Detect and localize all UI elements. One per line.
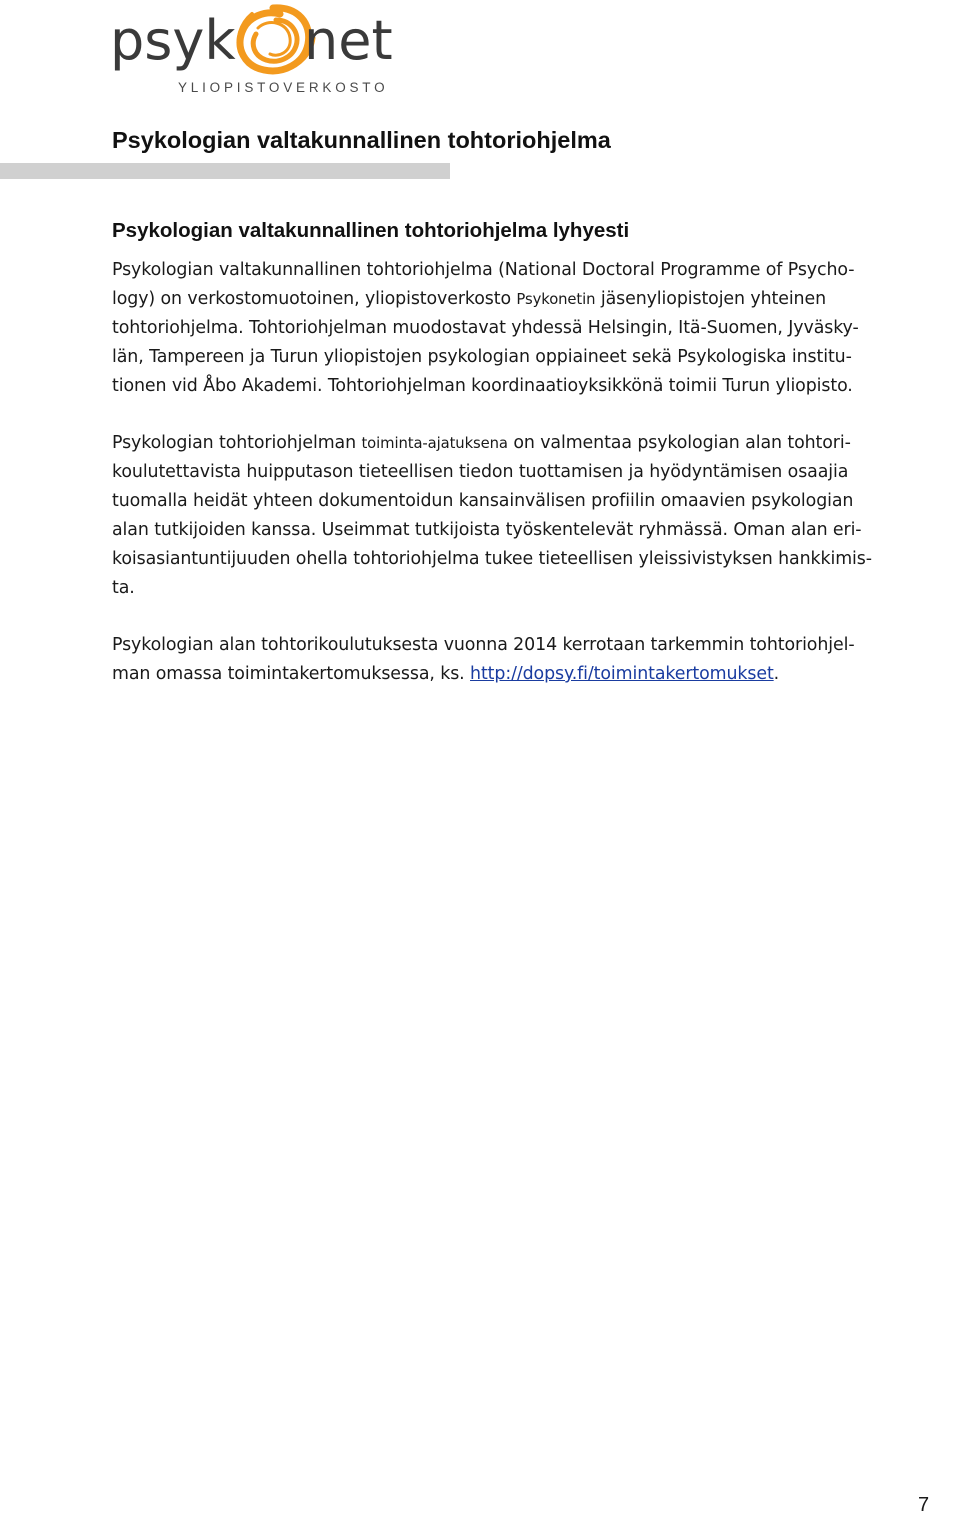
paragraph-line: Psykologian valtakunnallinen tohtoriohjelma (National Doctoral Programme of Psycho- (112, 260, 855, 280)
title-underline-bar (0, 163, 450, 179)
paragraph-line: alan tutkijoiden kanssa. Useimmat tutkijoista työskentelevät ryhmässä. Oman alan eri- (112, 520, 862, 540)
paragraph-line: Psykologian tohtoriohjelman toiminta-ajatuksena on valmentaa psykologian alan tohtori- (112, 433, 851, 453)
paragraph-line: logy) on verkostomuotoinen, yliopistoverkosto Psykonetin jäsenyliopistojen yhteinen (112, 289, 826, 309)
paragraph-line: tionen vid Åbo Akademi. Tohtoriohjelman koordinaatioyksikkönä toimii Turun yliopisto. (112, 376, 853, 396)
logo-subtitle: YLIOPISTOVERKOSTO (178, 80, 389, 95)
logo-text-left: psyk (110, 9, 236, 72)
paragraph-line: man omassa toimintakertomuksessa, ks. http://dopsy.fi/toimintakertomukset. (112, 664, 780, 684)
section-title: Psykologian valtakunnallinen tohtoriohjelma lyhyesti (112, 219, 630, 242)
intro-paragraph (112, 256, 862, 401)
mission-paragraph (112, 429, 872, 603)
paragraph-line: Psykologian alan tohtorikoulutuksesta vuonna 2014 kerrotaan tarkemmin tohtoriohjel- (112, 635, 855, 655)
psykonet-logo (108, 0, 408, 100)
page-number: 7 (918, 1494, 930, 1516)
page-title: Psykologian valtakunnallinen tohtoriohjelma (112, 127, 611, 153)
paragraph-line: tuomalla heidät yhteen dokumentoidun kansainvälisen profiilin omaavien psykologian (112, 491, 854, 511)
report-paragraph (112, 631, 862, 689)
paragraph-line: koulutettavista huipputason tieteellisen tiedon tuottamisen ja hyödyntämisen osaajia (112, 462, 849, 482)
paragraph-line: koisasiantuntijuuden ohella tohtoriohjelma tukee tieteellisen yleissivistyksen hankkimis- (112, 549, 872, 569)
paragraph-line: län, Tampereen ja Turun yliopistojen psykologian oppiaineet sekä Psykologiska institu- (112, 347, 852, 367)
logo-text-right: net (304, 9, 393, 72)
paragraph-line: tohtoriohjelma. Tohtoriohjelman muodostavat yhdessä Helsingin, Itä-Suomen, Jyväsky- (112, 318, 859, 338)
activity-report-link[interactable]: http://dopsy.fi/toimintakertomukset (470, 664, 774, 684)
paragraph-line: ta. (112, 578, 135, 598)
